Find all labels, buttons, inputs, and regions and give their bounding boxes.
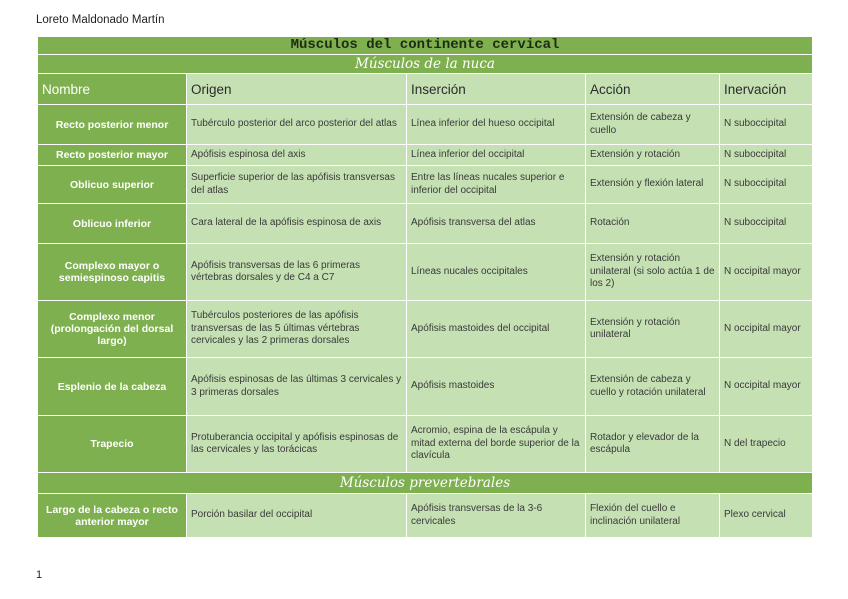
- header-nombre: Nombre: [38, 74, 187, 105]
- table-title: Músculos del continente cervical: [38, 37, 813, 55]
- header-insercion: Inserción: [407, 74, 586, 105]
- cell-origen: Protuberancia occipital y apófisis espinosas de las cervicales y las torácicas: [187, 416, 407, 473]
- cell-inervacion: N suboccipital: [720, 145, 813, 166]
- table-row: [38, 358, 813, 416]
- author-name: Loreto Maldonado Martín: [36, 14, 165, 26]
- table-row: [38, 244, 813, 301]
- cell-inervacion: N del trapecio: [720, 416, 813, 473]
- cell-insercion: Línea inferior del hueso occipital: [407, 105, 586, 145]
- cell-inervacion: N suboccipital: [720, 166, 813, 204]
- cell-insercion: Entre las líneas nucales superior e inferior del occipital: [407, 166, 586, 204]
- cell-nombre: Largo de la cabeza o recto anterior mayor: [38, 494, 187, 538]
- section-row: [38, 55, 813, 74]
- page-number: 1: [36, 569, 43, 581]
- cell-inervacion: N suboccipital: [720, 204, 813, 244]
- table-row: [38, 166, 813, 204]
- section-title: Músculos prevertebrales: [38, 473, 813, 494]
- table-row: [38, 494, 813, 538]
- cell-accion: Rotador y elevador de la escápula: [586, 416, 720, 473]
- table-row: [38, 145, 813, 166]
- cell-origen: Apófisis espinosa del axis: [187, 145, 407, 166]
- cell-accion: Extensión y flexión lateral: [586, 166, 720, 204]
- header-origen: Origen: [187, 74, 407, 105]
- cell-origen: Cara lateral de la apófisis espinosa de axis: [187, 204, 407, 244]
- cell-nombre: Esplenio de la cabeza: [38, 358, 187, 416]
- cell-accion: Extensión y rotación: [586, 145, 720, 166]
- table-row: [38, 204, 813, 244]
- table-row: [38, 105, 813, 145]
- cell-insercion: Apófisis mastoides: [407, 358, 586, 416]
- cell-nombre: Complexo mayor o semiespinoso capitis: [38, 244, 187, 301]
- cell-nombre: Oblicuo inferior: [38, 204, 187, 244]
- cell-insercion: Acromio, espina de la escápula y mitad externa del borde superior de la clavícula: [407, 416, 586, 473]
- cell-origen: Apófisis espinosas de las últimas 3 cervicales y 3 primeras dorsales: [187, 358, 407, 416]
- cell-accion: Extensión de cabeza y cuello: [586, 105, 720, 145]
- cell-inervacion: Plexo cervical: [720, 494, 813, 538]
- cell-insercion: Líneas nucales occipitales: [407, 244, 586, 301]
- cell-origen: Porción basilar del occipital: [187, 494, 407, 538]
- section-row: [38, 473, 813, 494]
- cell-inervacion: N suboccipital: [720, 105, 813, 145]
- cell-insercion: Apófisis transversas de la 3-6 cervicales: [407, 494, 586, 538]
- muscles-table: [37, 36, 813, 538]
- section-title: Músculos de la nuca: [38, 55, 813, 74]
- header-inervacion: Inervación: [720, 74, 813, 105]
- cell-accion: Extensión de cabeza y cuello y rotación unilateral: [586, 358, 720, 416]
- table-row: [38, 416, 813, 473]
- cell-inervacion: N occipital mayor: [720, 301, 813, 358]
- cell-accion: Extensión y rotación unilateral: [586, 301, 720, 358]
- cell-inervacion: N occipital mayor: [720, 244, 813, 301]
- cell-nombre: Recto posterior menor: [38, 105, 187, 145]
- cell-nombre: Recto posterior mayor: [38, 145, 187, 166]
- cell-origen: Tubérculos posteriores de las apófisis transversas de las 5 últimas vértebras cervicales y las 2 primeras dorsales: [187, 301, 407, 358]
- cell-inervacion: N occipital mayor: [720, 358, 813, 416]
- header-row: [38, 74, 813, 105]
- cell-origen: Apófisis transversas de las 6 primeras vértebras dorsales y de C4 a C7: [187, 244, 407, 301]
- cell-origen: Tubérculo posterior del arco posterior del atlas: [187, 105, 407, 145]
- header-accion: Acción: [586, 74, 720, 105]
- table-row: [38, 301, 813, 358]
- cell-insercion: Apófisis mastoides del occipital: [407, 301, 586, 358]
- cell-nombre: Complexo menor (prolongación del dorsal largo): [38, 301, 187, 358]
- cell-origen: Superficie superior de las apófisis transversas del atlas: [187, 166, 407, 204]
- cell-insercion: Apófisis transversa del atlas: [407, 204, 586, 244]
- cell-nombre: Trapecio: [38, 416, 187, 473]
- cell-insercion: Línea inferior del occipital: [407, 145, 586, 166]
- cell-nombre: Oblicuo superior: [38, 166, 187, 204]
- cell-accion: Extensión y rotación unilateral (si solo actúa 1 de los 2): [586, 244, 720, 301]
- cell-accion: Rotación: [586, 204, 720, 244]
- table-title-row: [38, 37, 813, 55]
- cell-accion: Flexión del cuello e inclinación unilateral: [586, 494, 720, 538]
